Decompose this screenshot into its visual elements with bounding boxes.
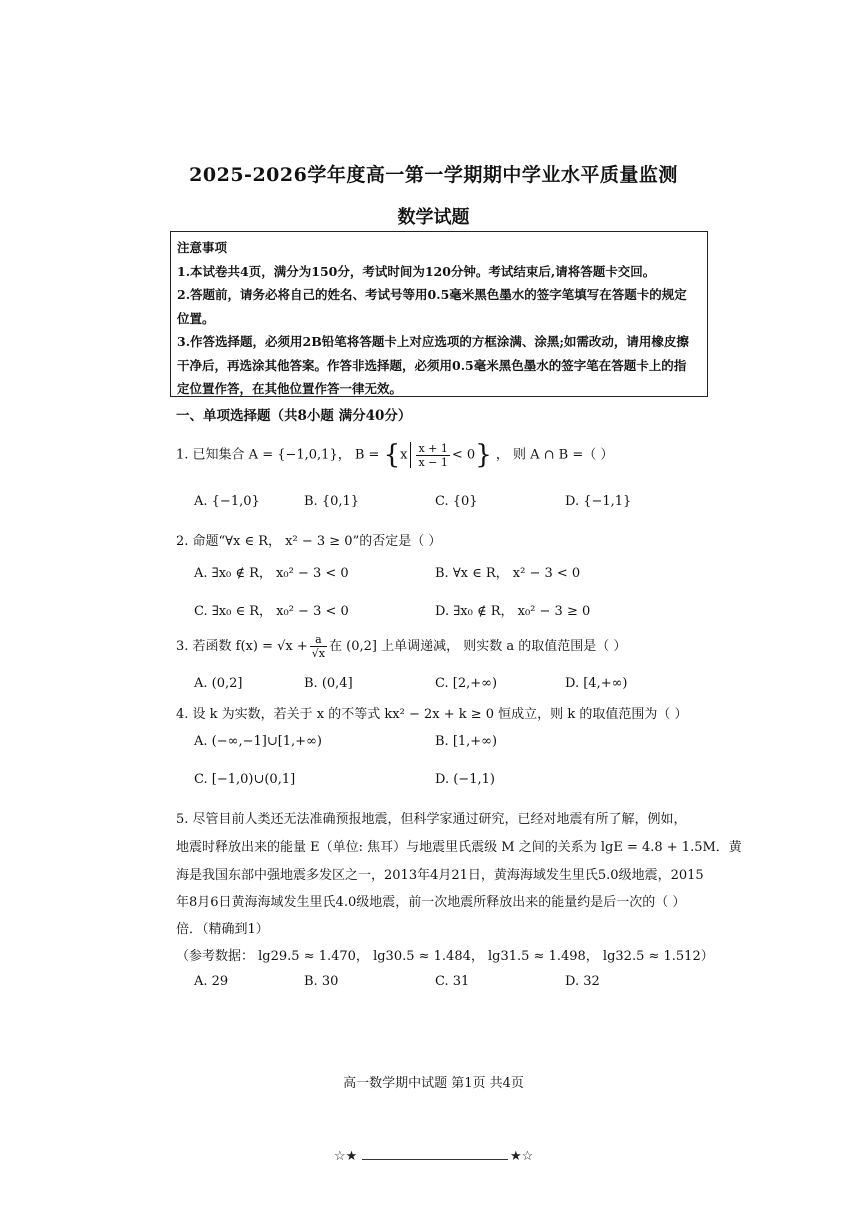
question-2-option-b[interactable]: B. ∀x ∈ R， x² − 3 < 0 (435, 566, 581, 581)
question-2-option-c[interactable]: C. ∃x₀ ∈ R， x₀² − 3 < 0 (194, 604, 349, 619)
notice-line: 定位置作答，在其他位置作答一律无效。 (177, 381, 403, 396)
question-5-line: 年8月6日黄海海域发生里氏4.0级地震，前一次地震所释放出来的能量约是后一次的（ ） (176, 895, 686, 910)
notice-box (170, 231, 708, 397)
left-brace: { (383, 440, 401, 470)
question-1-prefix: 1. 已知集合 A = {−1,0,1}， B = (176, 447, 380, 463)
question-3-option-a[interactable]: A. (0,2] (194, 676, 243, 691)
question-5-line: 地震时释放出来的能量 E（单位: 焦耳）与地震里氏震级 M 之间的关系为 lgE = 4.8 + 1.5M．黄 (176, 840, 742, 855)
fraction-denominator: √x (311, 647, 325, 660)
exam-title: 2025-2026学年度高一第一学期期中学业水平质量监测 (189, 164, 678, 186)
right-brace: } (475, 440, 492, 470)
fraction-numerator: a (310, 633, 327, 647)
question-3-stem (176, 633, 626, 660)
notice-line: 干净后，再选涂其他答案。作答非选择题，必须用0.5毫米黑色墨水的签字笔在答题卡上的指 (177, 357, 687, 373)
notice-heading: 注意事项 (177, 240, 228, 255)
question-3-option-b[interactable]: B. (0,4] (304, 676, 353, 691)
set-divider (410, 442, 411, 468)
notice-line: 3.作答选择题，必须用2B铅笔将答题卡上对应选项的方框涂满、涂黑;如需改动，请用橡皮擦 (177, 334, 689, 349)
question-1-option-c[interactable]: C. {0} (435, 494, 478, 509)
question-5-option-d[interactable]: D. 32 (565, 974, 600, 989)
set-variable: x (400, 447, 408, 463)
notice-line: 2.答题前，请务必将自己的姓名、考试号等用0.5毫米黑色墨水的签字笔填写在答题卡的规定 (177, 287, 687, 302)
question-4-option-a[interactable]: A. (−∞,−1]∪[1,+∞) (194, 734, 322, 749)
star-icon: ★☆ (510, 1149, 534, 1164)
question-1-stem (176, 440, 613, 470)
question-5-option-a[interactable]: A. 29 (194, 974, 229, 989)
fraction-numerator: x + 1 (418, 441, 448, 455)
decoration-rule (362, 1159, 508, 1160)
question-3-option-c[interactable]: C. [2,+∞) (435, 676, 498, 691)
question-4-option-d[interactable]: D. (−1,1) (435, 772, 495, 787)
question-2-stem: 2. 命题“∀x ∈ R， x² − 3 ≥ 0”的否定是（ ） (176, 534, 442, 549)
star-icon: ☆★ (334, 1149, 358, 1164)
question-1-suffix: ， 则 A ∩ B =（ ） (495, 447, 614, 463)
question-5-option-c[interactable]: C. 31 (435, 974, 470, 989)
footer-decoration (334, 1149, 534, 1166)
question-5-line: 5. 尽管目前人类还无法准确预报地震，但科学家通过研究，已经对地震有所了解，例如， (176, 812, 687, 827)
set-condition: < 0 (451, 447, 476, 463)
notice-line: 位置。 (177, 310, 215, 326)
question-3-suffix: 在 (0,2] 上单调递减， 则实数 a 的取值范围是（ ） (328, 639, 627, 654)
notice-line: 1.本试卷共4页，满分为150分，考试时间为120分钟。考试结束后,请将答题卡交回。 (177, 263, 656, 279)
question-5-reference: （参考数据： lg29.5 ≈ 1.470， lg30.5 ≈ 1.484， lg31.5 ≈ 1.498， lg32.5 ≈ 1.512） (176, 949, 714, 964)
question-4-stem: 4. 设 k 为实数，若关于 x 的不等式 kx² − 2x + k ≥ 0 恒成立，则 k 的取值范围为（ ） (176, 707, 688, 722)
question-1-option-b[interactable]: B. {0,1} (304, 494, 360, 509)
page-footer: 高一数学期中试题 第1页 共4页 (343, 1076, 524, 1091)
question-1-option-a[interactable]: A. {−1,0} (194, 494, 260, 509)
question-2-option-d[interactable]: D. ∃x₀ ∉ R， x₀² − 3 ≥ 0 (435, 604, 591, 619)
question-4-option-b[interactable]: B. [1,+∞) (435, 734, 498, 749)
question-3-prefix: 3. 若函数 f(x) = √x + (176, 639, 308, 654)
fraction-denominator: x − 1 (418, 455, 448, 469)
question-5-line: 海是我国东部中强地震多发区之一，2013年4月21日，黄海海域发生里氏5.0级地震，2015 (176, 868, 704, 883)
exam-subtitle: 数学试题 (397, 207, 470, 228)
section-title: 一、单项选择题（共8小题 满分40分） (176, 408, 412, 424)
question-4-option-c[interactable]: C. [−1,0)∪(0,1] (194, 772, 296, 787)
question-3-option-d[interactable]: D. [4,+∞) (565, 676, 628, 691)
question-3-fraction (310, 633, 327, 660)
question-5-line: 倍．（精确到1） (176, 922, 269, 937)
question-5-option-b[interactable]: B. 30 (304, 974, 339, 989)
question-1-fraction (416, 442, 449, 469)
question-1-option-d[interactable]: D. {−1,1} (565, 494, 632, 509)
question-2-option-a[interactable]: A. ∃x₀ ∉ R， x₀² − 3 < 0 (194, 566, 349, 581)
